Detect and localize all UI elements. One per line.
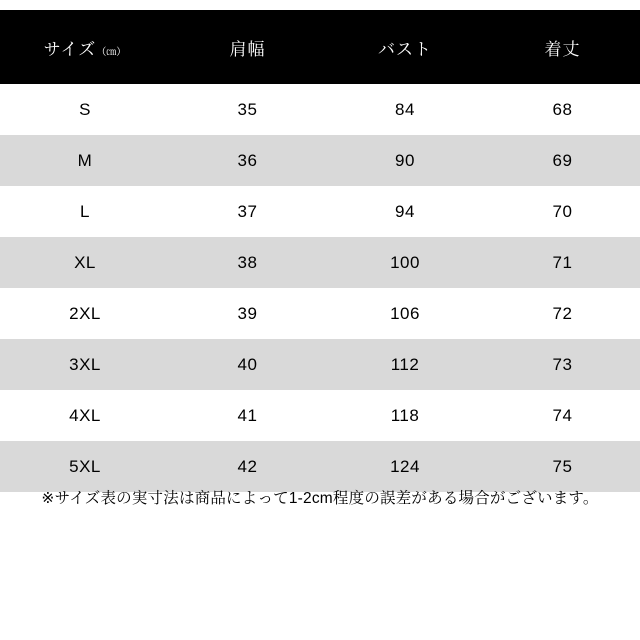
cell-length: 75	[485, 441, 640, 492]
size-chart-table	[0, 10, 640, 492]
cell-shoulder: 37	[170, 186, 325, 237]
cell-length: 72	[485, 288, 640, 339]
table-row	[0, 84, 640, 135]
cell-shoulder: 42	[170, 441, 325, 492]
table-row	[0, 339, 640, 390]
table-row	[0, 186, 640, 237]
cell-size: 4XL	[0, 390, 170, 441]
cell-size: M	[0, 135, 170, 186]
cell-shoulder: 38	[170, 237, 325, 288]
cell-size: 3XL	[0, 339, 170, 390]
cell-shoulder: 35	[170, 84, 325, 135]
table-header-row	[0, 10, 640, 84]
table-body	[0, 84, 640, 492]
table-row	[0, 390, 640, 441]
cell-length: 71	[485, 237, 640, 288]
cell-size: L	[0, 186, 170, 237]
column-header-bust-label: バスト	[378, 39, 432, 59]
cell-bust: 112	[325, 339, 485, 390]
cell-shoulder: 39	[170, 288, 325, 339]
column-header-bust	[325, 10, 485, 84]
cell-bust: 118	[325, 390, 485, 441]
cell-bust: 94	[325, 186, 485, 237]
cell-bust: 100	[325, 237, 485, 288]
cell-bust: 90	[325, 135, 485, 186]
column-header-length-label: 着丈	[544, 39, 581, 59]
cell-bust: 124	[325, 441, 485, 492]
cell-length: 74	[485, 390, 640, 441]
cell-shoulder: 36	[170, 135, 325, 186]
cell-size: 5XL	[0, 441, 170, 492]
column-header-length	[485, 10, 640, 84]
column-header-size-label: サイズ	[43, 39, 97, 59]
cell-shoulder: 40	[170, 339, 325, 390]
cell-size: 2XL	[0, 288, 170, 339]
cell-size: S	[0, 84, 170, 135]
table-row	[0, 288, 640, 339]
column-header-shoulder-label: 肩幅	[229, 39, 266, 59]
cell-shoulder: 41	[170, 390, 325, 441]
cell-length: 68	[485, 84, 640, 135]
table-row	[0, 441, 640, 492]
cell-length: 69	[485, 135, 640, 186]
table-row	[0, 237, 640, 288]
table-row	[0, 135, 640, 186]
cell-length: 73	[485, 339, 640, 390]
column-header-size	[0, 10, 170, 84]
column-header-shoulder	[170, 10, 325, 84]
cell-bust: 84	[325, 84, 485, 135]
table-header	[0, 10, 640, 84]
cell-bust: 106	[325, 288, 485, 339]
measurement-disclaimer: ※サイズ表の実寸法は商品によって1-2cm程度の誤差がある場合がございます。	[41, 490, 599, 507]
cell-size: XL	[0, 237, 170, 288]
column-header-size-unit: （㎝）	[96, 46, 127, 58]
cell-length: 70	[485, 186, 640, 237]
